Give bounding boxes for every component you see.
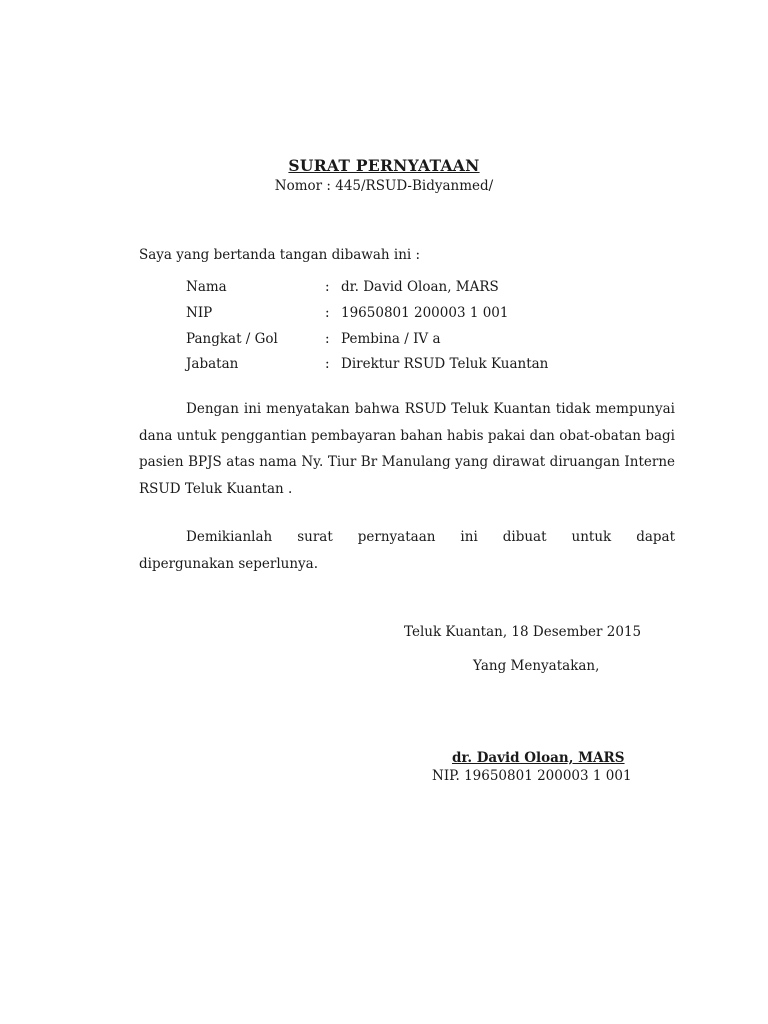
statement-paragraph: Dengan ini menyatakan bahwa RSUD Teluk Kuantan tidak mempunyai dana untuk penggantian pembayaran bahan habis pakai dan obat-obatan bagi pasien BPJS atas nama Ny. Tiur Br Manulang yang dirawat diruangan Interne RSUD Teluk Kuantan . [139, 401, 675, 497]
identity-colon: : [325, 356, 330, 372]
closing-paragraph-line1: Demikianlah surat pernyataan ini dibuat untuk dapat [186, 529, 675, 545]
signer-name: dr. David Oloan, MARS [452, 750, 625, 766]
signer-nip: NIP. 19650801 200003 1 001 [432, 768, 632, 784]
identity-value: Direktur RSUD Teluk Kuantan [341, 356, 549, 372]
identity-label: NIP [186, 305, 213, 321]
document-title: SURAT PERNYATAAN [288, 156, 480, 175]
identity-colon: : [325, 279, 330, 295]
identity-value: Pembina / IV a [341, 331, 441, 347]
identity-value: 19650801 200003 1 001 [341, 305, 509, 321]
identity-label: Nama [186, 279, 227, 295]
identity-label: Pangkat / Gol [186, 331, 278, 347]
intro-text: Saya yang bertanda tangan dibawah ini : [139, 247, 421, 263]
identity-value: dr. David Oloan, MARS [341, 279, 499, 295]
place-date: Teluk Kuantan, 18 Desember 2015 [404, 624, 642, 640]
declarant-label: Yang Menyatakan, [473, 658, 600, 674]
identity-colon: : [325, 305, 330, 321]
closing-paragraph-line2: dipergunakan seperlunya. [139, 555, 319, 572]
closing-paragraph [139, 524, 675, 577]
identity-colon: : [325, 331, 330, 347]
identity-label: Jabatan [186, 356, 239, 372]
document-number: Nomor : 445/RSUD-Bidyanmed/ [274, 178, 494, 194]
